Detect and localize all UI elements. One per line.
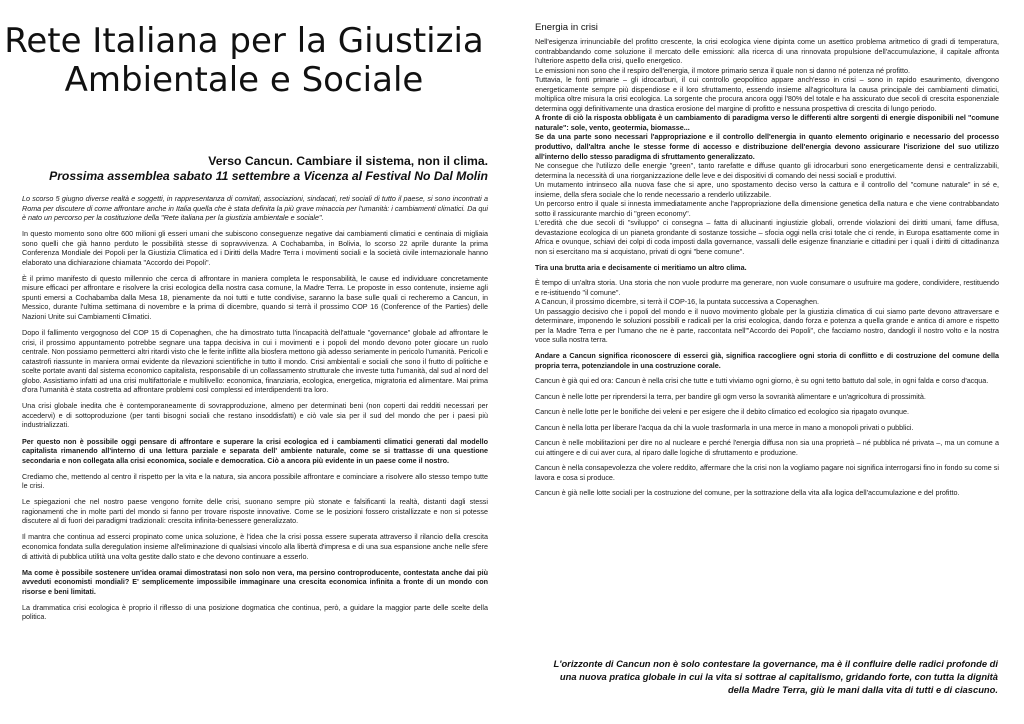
paragraph: Cancun è già nelle lotte sociali per la costruzione del comune, per la sottrazione della vita alla logica dell'accumulazione e del profitto. — [535, 488, 960, 498]
paragraph: Le emissioni non sono che il respiro dell'energia, il motore primario senza il quale non si danno né potenza né profitto. — [535, 65, 910, 75]
paragraph: Tuttavia, le fonti primarie – gli idrocarburi, il cui controllo geopolitico appare anch'esso in crisi – sono in rapido esaurimento, divengono energeticamente sempre più dispendiose e il loro sfruttamento, essendo insieme all'agricoltura la causa principale dei cambiamenti climatici, moltiplica oltre misura la crisi ecologica. La sorgente che procura ancora oggi l'80% del totale e ha assicurato due secoli di crescita esponenziale determina oggi definitivamente una drastica erosione del margine di profitto e nessuna prospettiva di crescita di lungo periodo. — [535, 75, 999, 113]
paragraph: Nell'esigenza irrinunciabile del profitto crescente, la crisi ecologica viene dipinta come un asettico problema aritmetico di gradi di temperatura, contrabbandando come soluzione il mercato delle emissioni: alla ricerca di una rinnovata propulsione dell'accumulazione, il capitale affronta l'ulteriore aspetto della crisi, quello energetico. — [535, 37, 999, 66]
paragraph: Le spiegazioni che nel nostro paese vengono fornite delle crisi, suonano sempre più stonate e falsificanti la realtà, distanti dagli stessi ragionamenti che in molte parti del mondo si fanno per trovare risposte innovative. Come se le posizioni fossero cristallizzate e non si potesse discutere al di fuori dei paradigmi tradizionali: crescita infinita-benessere generalizzato. — [22, 497, 488, 526]
paragraph: Andare a Cancun significa riconoscere di esserci già, significa raccogliere ogni storia di conflitto e di costruzione del comune della propria terra, potenziandole in una costruzione corale. — [535, 350, 999, 370]
paragraph: Il mantra che continua ad esserci propinato come unica soluzione, è l'idea che la crisi possa essere superata attraverso il rilancio della crescita economica fondata sulla deregulation insieme all'eliminazione di qualsiasi vincolo alla libertà d'impresa e di una sua espansione anche nelle sfere di attività di pubblica utilità una volta gestite dallo stato e che devono continuare a esserlo. — [22, 532, 488, 561]
paragraph: Lo scorso 5 giugno diverse realtà e soggetti, in rappresentanza di comitati, associazioni, sindacati, reti sociali di tutto il paese, si sono incontrati a Roma per discutere di come affrontare anche in Italia quella che è stata definita la più grave minaccia per l'umanità: i cambiamenti climatici. Da qui è nato un percorso per la costituzione della "Rete italiana per la giustizia ambientale e sociale". — [22, 194, 488, 223]
closing-statement: L'orizzonte di Cancun non è solo contestare la governance, ma è il confluire delle radici profonde di una nuova pratica globale in cui la vita si sottrae al capitalismo, gridando forte, con tutta la dignità della Madre Terra, giù le mani dalla vita di tutti e di ciascuno. — [553, 658, 998, 695]
paragraph: È il primo manifesto di questo millennio che cerca di affrontare in maniera completa le responsabilità, le cause ed individuare concretamente misure efficaci per affrontare e risolvere la crisi ecologica della nostra casa comune, la Madre Terra. Le proposte in esso contenute, insieme agli spunti emersi a Cochabamba dalla Mesa 18, pienamente da noi tutti e tutte condivise, saranno la base sulle quali ci recheremo a Cancun, in Messico, durante l'ultima settimana di novembre e la prima di dicembre, quando si terrà il prossimo COP 16 (Conference of the Parties) delle Nazioni Unite sui Cambiamenti Climatici. — [22, 273, 488, 322]
page-title: Rete Italiana per la Giustizia Ambientale e Sociale — [4, 21, 484, 100]
paragraph: A fronte di ciò la risposta obbligata è un cambiamento di paradigma verso le differenti altre sorgenti di energie disponibili nel "comune naturale": sole, vento, geotermia, biomasse... — [535, 113, 999, 132]
paragraph: Cancun è già qui ed ora: Cancun è nella crisi che tutte e tutti viviamo ogni giorno, è su ogni tetto battuto dal sole, in ogni falda e corso d'acqua. — [535, 376, 989, 386]
subtitle-line-2: Prossima assemblea sabato 11 settembre a Vicenza al Festival No Dal Molin — [49, 169, 488, 183]
paragraph: La drammatica crisi ecologica è proprio il riflesso di una posizione dogmatica che continua, però, a guidare la maggior parte delle scelte della politica. — [22, 602, 488, 622]
paragraph: Un mutamento intrinseco alla nuova fase che si apre, uno spostamento deciso verso la cattura e il controllo del "comune naturale" in sé e, insieme, della sfera sociale che lo rende necessario a renderlo utilizzabile. — [535, 180, 999, 199]
paragraph: Una crisi globale inedita che è contemporaneamente di sovrapproduzione, almeno per determinati beni (non coperti dai redditi necessari per accedervi) e di sottoproduzione (per tanti bisogni sociali che restano insoddisfatti) e ciò vale sia per il sud del mondo che per i paesi più industrializzati. — [22, 401, 488, 430]
paragraph: Per questo non è possibile oggi pensare di affrontare e superare la crisi ecologica ed i cambiamenti climatici generati dal modello capitalista rimanendo all'interno di una lettura parziale e separata dell' ambiente naturale, come se si trattasse di una questione secondaria e non collegata alla crisi economica, sociale e democratica. Ciò a ancora più evidente in un paese come il nostro. — [22, 436, 488, 465]
paragraph: Se da una parte sono necessari l'appropriazione e il controllo dell'energia in quanto elemento originario e necessario del processo produttivo, dall'altra anche le stesse forme di accesso e distribuzione dell'energia devono assicurare l'iscrizione del suo utilizzo all'interno dello stesso paradigma di sfruttamento generalizzato. — [535, 132, 999, 161]
paragraph: Ne consegue che l'utilizzo delle energie "green", tanto rarefatte e diffuse quanto gli idrocarburi sono energeticamente densi e centralizzabili, determina la necessità di una riorganizzazione delle leve e dei dispositivi di comando dei nessi sociali e produttivi. — [535, 161, 999, 180]
subtitle — [22, 154, 488, 184]
left-column — [22, 194, 488, 628]
paragraph: Dopo il fallimento vergognoso del COP 15 di Copenaghen, che ha dimostrato tutta l'incapacità dell'attuale "governance" globale ad affrontare le crisi, il prossimo appuntamento potrebbe segnare una tappa decisiva in cui i movimenti e i popoli del mondo devono poter giocare un ruolo centrale. Non possiamo permetterci altri ritardi visto che le ferite inflitte alla biosfera mettono già adesso seriamente in pericolo l'umanità. Pericoli e catastrofi riassunte in maniera ormai evidente da rilevazioni scientifiche in tutto il mondo. Crisi ambientali e sociali che sono il frutto di politiche e scelte portate avanti dal sistema economico capitalista, responsabile di un collassamento strutturale che investe tutta l'umanità, dal sud al nord del globo. Assistiamo infatti ad una crisi multifattoriale e multilivello: economica, finanziaria, ecologica, energetica, migratoria ed alimentare. Mai prima d'ora l'umanità è stata costretta ad affrontare problemi così complessi ed interdipendenti tra loro. — [22, 328, 488, 395]
paragraph: È tempo di un'altra storia. Una storia che non vuole produrre ma generare, non vuole consumare o usufruire ma godere, condividere, restituendo e re-istituendo "il comune". — [535, 278, 999, 297]
paragraph: L'eredità che due secoli di "sviluppo" ci consegna – fatta di allucinanti ingiustizie globali, orrende violazioni dei diritti umani, fame diffusa, devastazione ecologica di un pianeta grondante di sostanze tossiche – sfocia oggi nella crisi totale che ci rende, in Europa esattamente come in Africa e ovunque, schiavi dei colpi di coda imposti dalla governance, vassalli delle esigenze finanziarie e cittadini per i quali i diritti di cittadinanza non si esercitano ma si acquistano, privati di ogni "bene comune". — [535, 218, 999, 257]
paragraph: In questo momento sono oltre 600 milioni gli esseri umani che subiscono conseguenze negative dai cambiamenti climatici e centinaia di migliaia sono quelli che già hanno perduto le possibilità stesse di sopravvivenza. A Cochabamba, in Bolivia, lo scorso 22 aprile durante la prima Conferenza Mondiale dei Popoli per la Giustizia Climatica ed i Diritti della Madre Terra i movimenti sociali e la società civile internazionale hanno elaborato una dichiarazione chiamata "Accordo dei Popoli". — [22, 229, 488, 267]
paragraph: Cancun è nella lotta per liberare l'acqua da chi la vuole trasformarla in una merce in mano a monopoli privati o pubblici. — [535, 422, 914, 432]
paragraph: Un percorso entro il quale si innesta immediatamente anche l'appropriazione della dimensione genetica della natura e che viene contrabbandato sotto il rassicurante marchio di "green economy". — [535, 199, 999, 218]
paragraph: Ma come è possibile sostenere un'idea oramai dimostratasi non solo non vera, ma persino controproducente, contestata anche dai più avveduti economisti mondiali? E' semplicemente impossibile immaginare una crescita economica infinita a fronte di un mondo con risorse e beni limitati. — [22, 567, 488, 596]
paragraph: Tira una brutta aria e decisamente ci meritiamo un altro clima. — [535, 262, 747, 272]
paragraph: Cancun è nelle mobilitazioni per dire no al nucleare e perché l'energia diffusa non sia una proprietà – né pubblica né privata –, ma un comune a cui attingere e di cui aver cura, al riparo dalle logiche di sfruttamento e produzione. — [535, 438, 999, 457]
paragraph: Cancun è nelle lotte per le bonifiche dei veleni e per esigere che il debito climatico ed ecologico sia ripagato ovunque. — [535, 407, 909, 417]
subtitle-line-1: Verso Cancun. Cambiare il sistema, non il clima. — [208, 154, 488, 168]
right-column — [535, 22, 999, 498]
paragraph: Cancun è nelle lotte per riprendersi la terra, per bandire gli ogm verso la sovranità alimentare e un'agricoltura di prossimità. — [535, 391, 926, 401]
paragraph: Cancun è nella consapevolezza che volere reddito, affermare che la crisi non la vogliamo pagare noi significa interrogarsi fino in fondo su come si lavora e cosa si produce. — [535, 463, 999, 482]
section-title-energia: Energia in crisi — [535, 22, 598, 33]
paragraph: Un passaggio decisivo che i popoli del mondo e il nuovo movimento globale per la giustizia climatica di cui siamo parte devono attraversare e determinare, imponendo le soluzioni possibili e radicali per la crisi ecologica, dando forza e potenza a quella grande e antica di amore e rispetto per la Madre Terra e per l'umano che ne è parte, raccontata nell'"Accordo dei Popoli", che facciamo nostro, dandogli il nostro volto e la nostra voce sulla nostra terra. — [535, 306, 999, 345]
paragraph: Crediamo che, mettendo al centro il rispetto per la vita e la natura, sia ancora possibile affrontare e cominciare a risolvere allo stesso tempo tutte le crisi. — [22, 471, 488, 491]
paragraph: A Cancun, il prossimo dicembre, si terrà il COP-16, la puntata successiva a Copenaghen. — [535, 297, 820, 307]
right-column-body — [535, 37, 999, 498]
